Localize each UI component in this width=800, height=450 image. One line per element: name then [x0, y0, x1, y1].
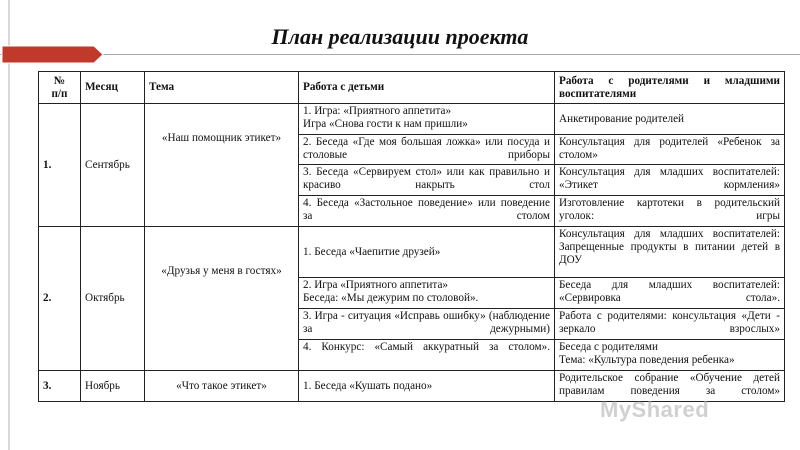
row-topic: «Что такое этикет»	[145, 371, 299, 402]
children-activity: 2. Игра «Приятного аппетита» Беседа: «Мы дежурим по столовой».	[299, 278, 555, 309]
row-number: 2.	[39, 227, 81, 371]
row-number: 1.	[39, 104, 81, 227]
header-children-work: Работа с детьми	[299, 72, 555, 104]
parents-activity: Анкетирование родителей	[555, 104, 785, 135]
table-header-row	[39, 72, 785, 104]
row-number: 3.	[39, 371, 81, 402]
children-activity: 2. Беседа «Где моя большая ложка» или посуда и столовые приборы	[299, 135, 555, 165]
parents-activity: Консультация для младших воспитателей: Запрещенные продукты в питании детей в ДОУ	[555, 227, 785, 278]
row-month: Ноябрь	[81, 371, 145, 402]
children-activity: 3. Беседа «Сервируем стол» или как правильно и красиво накрыть стол	[299, 165, 555, 196]
children-activity: 4. Беседа «Застольное поведение» или поведение за столом	[299, 196, 555, 227]
header-month: Месяц	[81, 72, 145, 104]
children-activity: 3. Игра - ситуация «Исправь ошибку» (наблюдение за дежурными)	[299, 309, 555, 340]
parents-activity: Консультация для родителей «Ребенок за столом»	[555, 135, 785, 165]
children-activity: 1. Игра: «Приятного аппетита» Игра «Снова гости к нам пришли»	[299, 104, 555, 135]
children-activity: 1. Беседа «Чаепитие друзей»	[299, 227, 555, 278]
project-plan-table	[38, 71, 785, 402]
header-parents-work: Работа с родителями и младшими воспитателями	[555, 72, 785, 104]
children-activity: 1. Беседа «Кушать подано»	[299, 371, 555, 402]
row-topic: «Друзья у меня в гостях»	[145, 227, 299, 371]
parents-activity: Работа с родителями: консультация «Дети - зеркало взрослых»	[555, 309, 785, 340]
slide-title: План реализации проекта	[271, 24, 529, 49]
row-topic: «Наш помощник этикет»	[145, 104, 299, 227]
parents-activity: Изготовление картотеки в родительский уголок: игры	[555, 196, 785, 227]
watermark: MyShared	[600, 397, 710, 422]
children-activity: 4. Конкурс: «Самый аккуратный за столом».	[299, 340, 555, 371]
table-row	[39, 227, 785, 278]
parents-activity: Беседа с родителями Тема: «Культура поведения ребенка»	[555, 340, 785, 371]
table-row	[39, 104, 785, 135]
row-month: Сентябрь	[81, 104, 145, 227]
row-month: Октябрь	[81, 227, 145, 371]
parents-activity: Родительское собрание «Обучение детей правилам поведения за столом»	[555, 371, 785, 402]
parents-activity: Беседа для младших воспитателей: «Сервировка стола».	[555, 278, 785, 309]
header-topic: Тема	[145, 72, 299, 104]
header-number: № п/п	[39, 72, 81, 104]
parents-activity: Консультация для младших воспитателей: «Этикет кормления»	[555, 165, 785, 196]
